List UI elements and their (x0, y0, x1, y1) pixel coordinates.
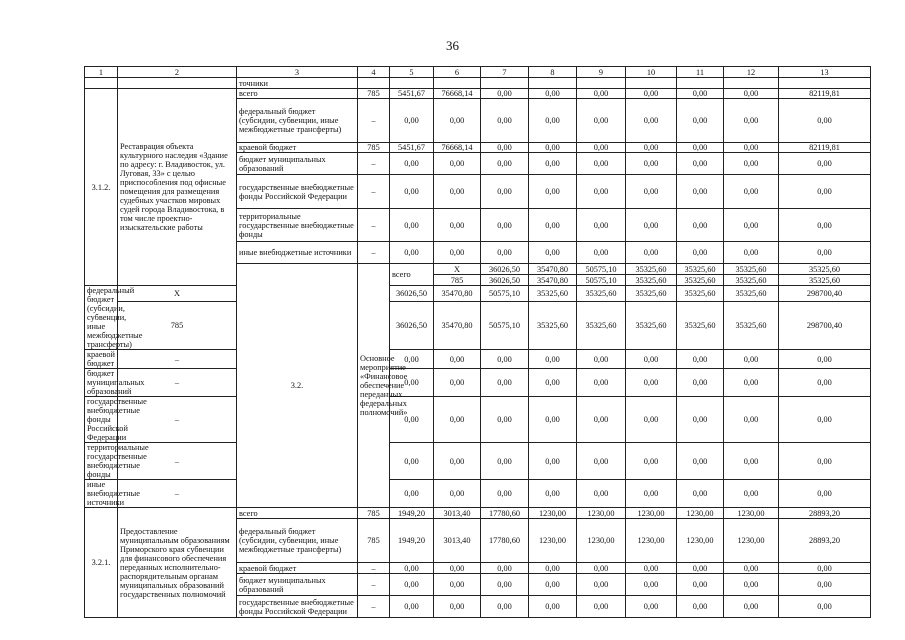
amount-cell: 0,00 (529, 242, 577, 264)
item-description: Предоставление муниципальным образованиям Приморского края субвенции для финансового обеспечения переданных исполнительно-распорядительным органам муниципальных образований государственных полномочий (118, 508, 237, 618)
funding-source: бюджет муниципальных образований (237, 574, 358, 596)
amount-cell: 35325,60 (724, 275, 779, 286)
code-cell: – (118, 397, 237, 443)
amount-cell: 1230,00 (626, 519, 677, 563)
total-cell: 28893,20 (779, 519, 871, 563)
amount-cell: 0,00 (481, 153, 529, 175)
funding-source: всего (237, 89, 358, 99)
budget-table (84, 66, 871, 618)
funding-source: территориальные государственные внебюджетные фонды (85, 443, 118, 480)
amount-cell: 0,00 (390, 563, 434, 574)
amount-cell: 0,00 (481, 89, 529, 99)
amount-cell: 0,00 (434, 443, 481, 480)
amount-cell (390, 78, 434, 89)
total-cell: 0,00 (779, 480, 871, 508)
amount-cell: 0,00 (724, 153, 779, 175)
amount-cell: 0,00 (626, 397, 677, 443)
total-cell: 82119,81 (779, 143, 871, 153)
total-cell: 0,00 (779, 153, 871, 175)
total-cell: 28893,20 (779, 508, 871, 519)
amount-cell: 0,00 (626, 574, 677, 596)
amount-cell: 0,00 (529, 369, 577, 397)
amount-cell: 0,00 (481, 596, 529, 618)
amount-cell: 0,00 (577, 143, 626, 153)
funding-source: всего (390, 264, 434, 286)
amount-cell: 0,00 (434, 369, 481, 397)
amount-cell (434, 78, 481, 89)
code-cell: – (358, 153, 390, 175)
code-cell: 785 (358, 143, 390, 153)
code-cell: – (358, 175, 390, 209)
code-cell: 785 (118, 302, 237, 350)
table-row (85, 480, 871, 508)
amount-cell: 0,00 (481, 242, 529, 264)
amount-cell: 0,00 (577, 480, 626, 508)
amount-cell: 76668,14 (434, 89, 481, 99)
amount-cell: 1230,00 (677, 508, 724, 519)
amount-cell: 0,00 (390, 443, 434, 480)
amount-cell: 0,00 (626, 350, 677, 369)
amount-cell: 50575,10 (481, 286, 529, 302)
amount-cell: 0,00 (677, 209, 724, 242)
amount-cell: 0,00 (529, 143, 577, 153)
page-number: 36 (446, 38, 459, 53)
amount-cell: 0,00 (434, 480, 481, 508)
table-body (85, 78, 871, 618)
total-cell: 0,00 (779, 397, 871, 443)
amount-cell (577, 78, 626, 89)
amount-cell: 0,00 (481, 99, 529, 143)
amount-cell: 35325,60 (677, 275, 724, 286)
code-cell: – (358, 99, 390, 143)
funding-source: всего (237, 508, 358, 519)
item-description: Реставрация объекта культурного наследия «Здание по адресу: г. Владивосток, ул. Луговая, 33» с целью приспособления под офисные помещения для размещения судебных участков мировых судей города Владивостока, в том числе проектно-изыскательские работы (118, 89, 237, 286)
amount-cell: 35325,60 (724, 286, 779, 302)
total-cell: 0,00 (779, 596, 871, 618)
code-cell: – (358, 209, 390, 242)
amount-cell: 36026,50 (481, 275, 529, 286)
amount-cell: 0,00 (529, 89, 577, 99)
amount-cell: 0,00 (724, 443, 779, 480)
total-cell: 0,00 (779, 99, 871, 143)
table-header (85, 67, 871, 78)
amount-cell: 1230,00 (626, 508, 677, 519)
amount-cell: 0,00 (626, 443, 677, 480)
amount-cell: 0,00 (677, 397, 724, 443)
amount-cell: 0,00 (390, 350, 434, 369)
amount-cell: 0,00 (529, 397, 577, 443)
amount-cell: 17780,60 (481, 519, 529, 563)
amount-cell: 0,00 (529, 350, 577, 369)
amount-cell: 0,00 (724, 99, 779, 143)
funding-source: иные внебюджетные источники (85, 480, 118, 508)
amount-cell: 0,00 (724, 242, 779, 264)
amount-cell: 36026,50 (390, 302, 434, 350)
total-cell: 82119,81 (779, 89, 871, 99)
code-cell: X (434, 264, 481, 275)
empty-cell (118, 78, 237, 89)
amount-cell: 35325,60 (529, 302, 577, 350)
amount-cell: 35325,60 (724, 302, 779, 350)
total-cell (779, 78, 871, 89)
amount-cell: 0,00 (724, 397, 779, 443)
amount-cell: 0,00 (434, 563, 481, 574)
amount-cell: 0,00 (577, 397, 626, 443)
amount-cell: 0,00 (390, 480, 434, 508)
amount-cell: 0,00 (434, 242, 481, 264)
amount-cell: 0,00 (577, 369, 626, 397)
amount-cell: 0,00 (626, 99, 677, 143)
amount-cell: 1230,00 (577, 508, 626, 519)
amount-cell: 0,00 (626, 563, 677, 574)
amount-cell: 1949,20 (390, 519, 434, 563)
amount-cell: 35325,60 (626, 264, 677, 275)
amount-cell: 0,00 (677, 596, 724, 618)
amount-cell: 50575,10 (577, 264, 626, 275)
table-row (85, 369, 871, 397)
amount-cell: 0,00 (724, 369, 779, 397)
amount-cell: 0,00 (529, 209, 577, 242)
amount-cell: 0,00 (677, 143, 724, 153)
code-cell: – (118, 480, 237, 508)
column-header: 12 (724, 67, 779, 78)
funding-source: бюджет муниципальных образований (237, 153, 358, 175)
amount-cell: 50575,10 (481, 302, 529, 350)
amount-cell (481, 78, 529, 89)
funding-source: государственные внебюджетные фонды Российской Федерации (237, 175, 358, 209)
amount-cell: 0,00 (724, 175, 779, 209)
code-cell: X (118, 286, 237, 302)
amount-cell: 0,00 (390, 397, 434, 443)
amount-cell: 0,00 (390, 242, 434, 264)
funding-source: государственные внебюджетные фонды Российской Федерации (85, 397, 118, 443)
amount-cell: 0,00 (481, 443, 529, 480)
amount-cell: 0,00 (677, 99, 724, 143)
amount-cell: 0,00 (529, 574, 577, 596)
amount-cell: 0,00 (529, 480, 577, 508)
code-cell: – (118, 443, 237, 480)
amount-cell: 5451,67 (390, 89, 434, 99)
amount-cell: 36026,50 (390, 286, 434, 302)
funding-source: краевой бюджет (237, 563, 358, 574)
item-number: 3.1.2. (85, 89, 118, 286)
item-description: Основное мероприятие «Финансовое обеспечение переданных федеральных полномочий» (358, 264, 390, 508)
amount-cell (724, 78, 779, 89)
amount-cell: 0,00 (724, 563, 779, 574)
code-cell: 785 (434, 275, 481, 286)
amount-cell: 35325,60 (724, 264, 779, 275)
amount-cell: 3013,40 (434, 508, 481, 519)
amount-cell: 0,00 (577, 175, 626, 209)
amount-cell: 0,00 (677, 350, 724, 369)
code-cell: – (118, 369, 237, 397)
table-row (85, 89, 871, 99)
amount-cell: 0,00 (577, 99, 626, 143)
funding-source: краевой бюджет (85, 350, 118, 369)
total-cell: 0,00 (779, 350, 871, 369)
amount-cell: 0,00 (577, 574, 626, 596)
amount-cell: 1230,00 (677, 519, 724, 563)
empty-cell (85, 78, 118, 89)
amount-cell: 35325,60 (677, 286, 724, 302)
code-cell: 785 (358, 89, 390, 99)
code-cell: – (358, 596, 390, 618)
amount-cell: 0,00 (577, 242, 626, 264)
amount-cell: 0,00 (724, 143, 779, 153)
total-cell: 0,00 (779, 209, 871, 242)
amount-cell: 0,00 (724, 596, 779, 618)
amount-cell: 0,00 (529, 175, 577, 209)
total-cell: 0,00 (779, 175, 871, 209)
amount-cell: 0,00 (481, 209, 529, 242)
amount-cell: 0,00 (724, 89, 779, 99)
code-cell (358, 78, 390, 89)
amount-cell: 35325,60 (626, 286, 677, 302)
amount-cell: 76668,14 (434, 143, 481, 153)
amount-cell: 0,00 (677, 153, 724, 175)
code-cell: – (358, 563, 390, 574)
amount-cell: 1230,00 (577, 519, 626, 563)
amount-cell: 0,00 (724, 480, 779, 508)
column-header: 1 (85, 67, 118, 78)
amount-cell: 0,00 (481, 574, 529, 596)
amount-cell: 0,00 (577, 209, 626, 242)
amount-cell: 0,00 (677, 563, 724, 574)
amount-cell: 35325,60 (779, 275, 871, 286)
amount-cell: 50575,10 (577, 275, 626, 286)
amount-cell: 0,00 (626, 89, 677, 99)
amount-cell: 0,00 (724, 350, 779, 369)
column-header: 5 (390, 67, 434, 78)
amount-cell (677, 78, 724, 89)
amount-cell: 0,00 (390, 369, 434, 397)
table-row (85, 286, 871, 302)
amount-cell: 0,00 (677, 175, 724, 209)
amount-cell: 0,00 (481, 563, 529, 574)
amount-cell (626, 78, 677, 89)
amount-cell: 35325,60 (779, 264, 871, 275)
amount-cell: 0,00 (677, 480, 724, 508)
amount-cell: 1230,00 (724, 519, 779, 563)
amount-cell: 5451,67 (390, 143, 434, 153)
total-cell: 0,00 (779, 443, 871, 480)
amount-cell: 0,00 (390, 153, 434, 175)
item-number: 3.2. (237, 264, 358, 508)
funding-source: государственные внебюджетные фонды Российской Федерации (237, 596, 358, 618)
amount-cell: 35470,80 (529, 275, 577, 286)
amount-cell: 0,00 (481, 369, 529, 397)
funding-source: краевой бюджет (237, 143, 358, 153)
table-row (85, 78, 871, 89)
amount-cell: 35470,80 (434, 302, 481, 350)
table-row (85, 508, 871, 519)
code-cell: – (358, 242, 390, 264)
total-cell: 0,00 (779, 369, 871, 397)
amount-cell: 0,00 (577, 596, 626, 618)
amount-cell: 0,00 (434, 209, 481, 242)
column-header: 10 (626, 67, 677, 78)
amount-cell: 0,00 (434, 99, 481, 143)
total-cell: 298700,40 (779, 286, 871, 302)
table-row (85, 397, 871, 443)
column-header: 13 (779, 67, 871, 78)
amount-cell: 0,00 (390, 99, 434, 143)
code-cell: 785 (358, 519, 390, 563)
amount-cell: 1230,00 (724, 508, 779, 519)
amount-cell: 0,00 (577, 443, 626, 480)
column-header: 11 (677, 67, 724, 78)
amount-cell: 0,00 (434, 175, 481, 209)
amount-cell: 0,00 (434, 574, 481, 596)
amount-cell: 0,00 (529, 153, 577, 175)
amount-cell: 35325,60 (577, 302, 626, 350)
amount-cell: 0,00 (626, 143, 677, 153)
amount-cell: 35325,60 (677, 302, 724, 350)
code-cell: – (358, 574, 390, 596)
column-header: 7 (481, 67, 529, 78)
column-header: 2 (118, 67, 237, 78)
item-number: 3.2.1. (85, 508, 118, 618)
amount-cell: 0,00 (577, 153, 626, 175)
amount-cell: 36026,50 (481, 264, 529, 275)
amount-cell: 0,00 (390, 175, 434, 209)
amount-cell: 0,00 (626, 596, 677, 618)
amount-cell: 0,00 (390, 596, 434, 618)
amount-cell: 0,00 (481, 350, 529, 369)
funding-source: федеральный бюджет (субсидии, субвенции, иные межбюджетные трансферты) (237, 99, 358, 143)
amount-cell: 0,00 (434, 596, 481, 618)
table-row (85, 350, 871, 369)
amount-cell: 0,00 (529, 596, 577, 618)
code-cell: 785 (358, 508, 390, 519)
column-header: 9 (577, 67, 626, 78)
funding-source: иные внебюджетные источники (237, 242, 358, 264)
column-header: 3 (237, 67, 358, 78)
amount-cell: 0,00 (626, 153, 677, 175)
amount-cell: 0,00 (677, 89, 724, 99)
amount-cell: 0,00 (481, 480, 529, 508)
amount-cell: 0,00 (677, 574, 724, 596)
column-header: 8 (529, 67, 577, 78)
amount-cell: 1230,00 (529, 519, 577, 563)
total-cell: 298700,40 (779, 302, 871, 350)
table-row (85, 302, 871, 350)
funding-source: бюджет муниципальных образований (85, 369, 118, 397)
amount-cell: 0,00 (626, 480, 677, 508)
amount-cell: 35470,80 (434, 286, 481, 302)
amount-cell: 17780,60 (481, 508, 529, 519)
funding-source: точники (237, 78, 358, 89)
code-cell: – (118, 350, 237, 369)
amount-cell: 0,00 (481, 397, 529, 443)
funding-source: территориальные государственные внебюджетные фонды (237, 209, 358, 242)
amount-cell: 0,00 (677, 443, 724, 480)
amount-cell: 35325,60 (529, 286, 577, 302)
amount-cell: 0,00 (529, 443, 577, 480)
amount-cell: 0,00 (577, 350, 626, 369)
total-cell: 0,00 (779, 563, 871, 574)
amount-cell: 0,00 (626, 175, 677, 209)
column-header: 4 (358, 67, 390, 78)
amount-cell: 0,00 (434, 397, 481, 443)
amount-cell: 0,00 (626, 369, 677, 397)
amount-cell: 35470,80 (529, 264, 577, 275)
column-header: 6 (434, 67, 481, 78)
amount-cell: 0,00 (577, 89, 626, 99)
amount-cell: 0,00 (626, 242, 677, 264)
amount-cell: 35325,60 (677, 264, 724, 275)
amount-cell: 1230,00 (529, 508, 577, 519)
amount-cell: 0,00 (481, 143, 529, 153)
total-cell: 0,00 (779, 574, 871, 596)
amount-cell (529, 78, 577, 89)
amount-cell: 35325,60 (626, 302, 677, 350)
amount-cell: 0,00 (529, 99, 577, 143)
amount-cell: 0,00 (724, 574, 779, 596)
amount-cell: 1949,20 (390, 508, 434, 519)
amount-cell: 0,00 (434, 350, 481, 369)
amount-cell: 3013,40 (434, 519, 481, 563)
amount-cell: 0,00 (390, 574, 434, 596)
amount-cell: 0,00 (390, 209, 434, 242)
table-row (85, 443, 871, 480)
amount-cell: 0,00 (577, 563, 626, 574)
amount-cell: 0,00 (434, 153, 481, 175)
funding-source: федеральный бюджет (субсидии, субвенции, иные межбюджетные трансферты) (85, 286, 118, 350)
amount-cell: 0,00 (481, 175, 529, 209)
amount-cell: 0,00 (677, 369, 724, 397)
amount-cell: 0,00 (677, 242, 724, 264)
amount-cell: 35325,60 (626, 275, 677, 286)
total-cell: 0,00 (779, 242, 871, 264)
amount-cell: 0,00 (626, 209, 677, 242)
amount-cell: 0,00 (724, 209, 779, 242)
funding-source: федеральный бюджет (субсидии, субвенции, иные межбюджетные трансферты) (237, 519, 358, 563)
amount-cell: 0,00 (529, 563, 577, 574)
amount-cell: 35325,60 (577, 286, 626, 302)
